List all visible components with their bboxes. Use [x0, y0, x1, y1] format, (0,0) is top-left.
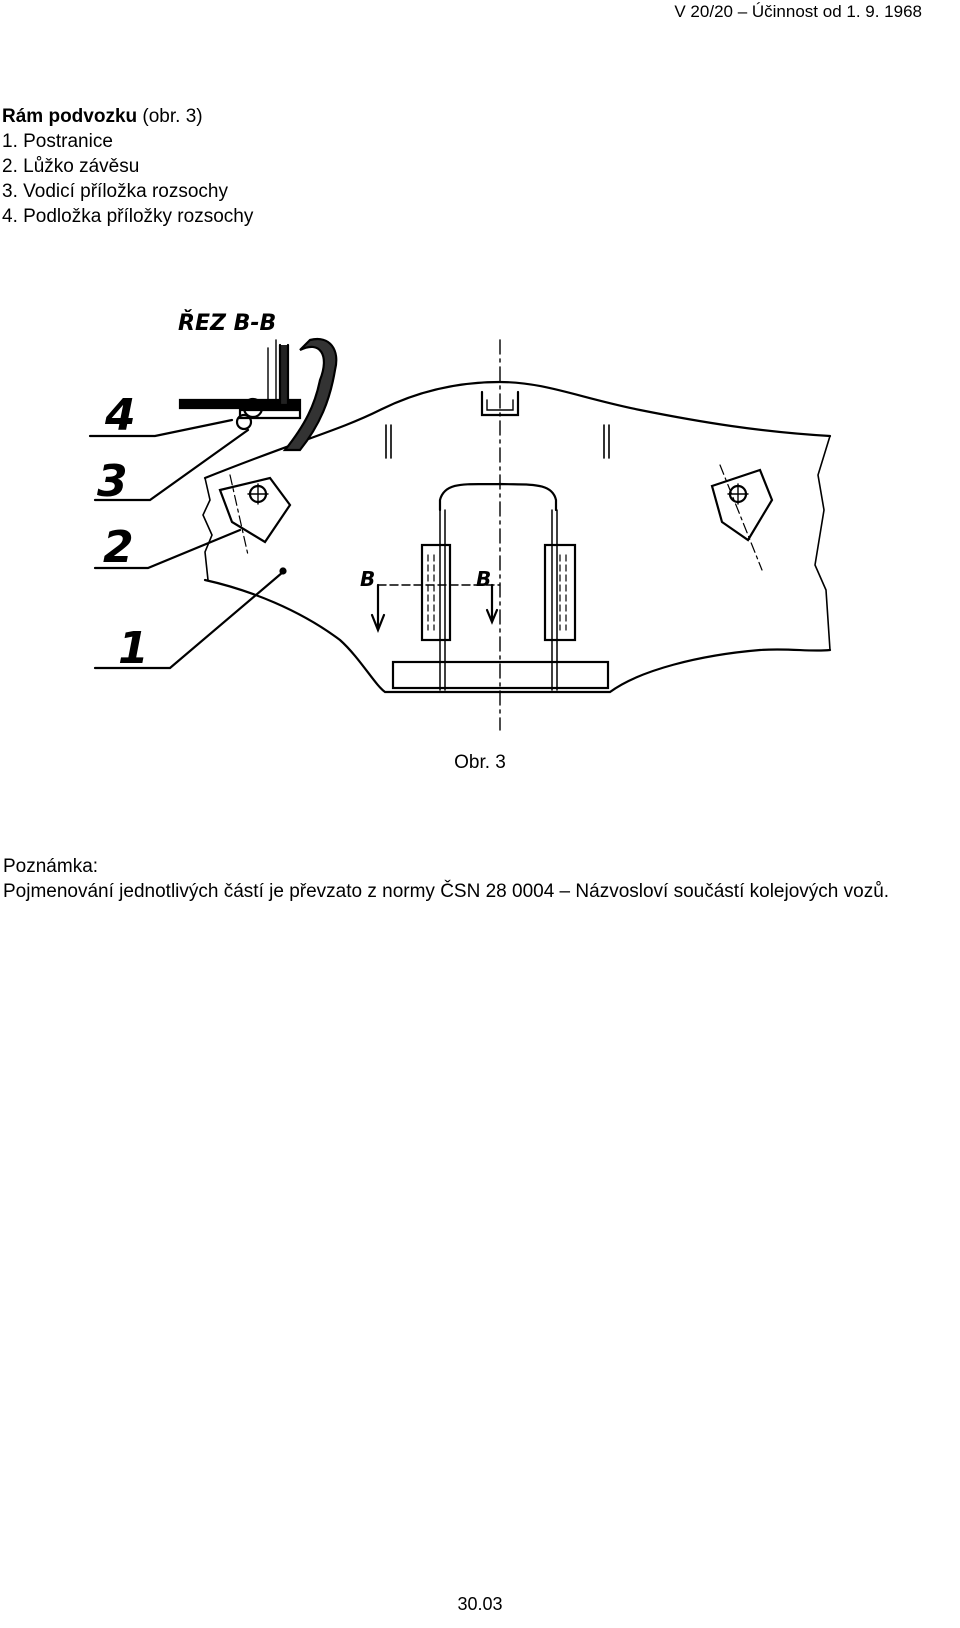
list-item: 4. Podložka příložky rozsochy [2, 206, 254, 227]
figure-caption: Obr. 3 [454, 752, 506, 773]
note-text: Pojmenování jednotlivých částí je převzato z normy ČSN 28 0004 – Názvosloví součástí kolejových vozů. [3, 881, 890, 902]
callout-3: 3 [97, 456, 128, 507]
callout-1: 1 [118, 623, 149, 674]
callout-2: 2 [103, 522, 134, 573]
note-heading: Poznámka: [3, 856, 99, 877]
list-item: 2. Lůžko závěsu [2, 156, 140, 177]
technical-drawing [0, 260, 960, 740]
section-title [2, 104, 253, 129]
bogie-frame-figure [0, 260, 960, 740]
page-number: 30.03 [457, 1594, 503, 1614]
section-title-bold: Rám podvozku [2, 106, 138, 127]
list-item: 3. Vodicí příložka rozsochy [2, 181, 228, 202]
callout-4: 4 [105, 390, 136, 441]
parts-list [2, 129, 253, 229]
page-header: V 20/20 – Účinnost od 1. 9. 1968 [674, 2, 922, 21]
section-label: ŘEZ B-B [178, 311, 277, 336]
cut-mark-left: B [360, 567, 376, 591]
note-block [3, 854, 955, 904]
list-item: 1. Postranice [2, 131, 113, 152]
cut-mark-right: B [476, 567, 492, 591]
section-block [2, 104, 253, 229]
section-title-ref: (obr. 3) [137, 106, 203, 127]
